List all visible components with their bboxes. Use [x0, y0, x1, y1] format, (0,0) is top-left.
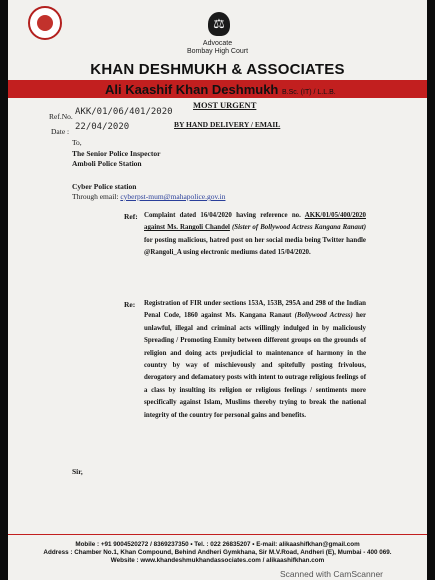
footer-address: Address : Chamber No.1, Khan Compound, Behind Andheri Gymkhana, Sir M.V.Road, Andheri (E), Mumbai - 400 069.	[43, 549, 392, 556]
court-name: Bombay High Court	[186, 48, 249, 55]
designation: Advocate	[202, 40, 233, 47]
footer-contact: Mobile : +91 9004520272 / 8369237350 • Tel. : 022 26835207 • E-mail: alikaashifkhan@gmail.com	[75, 541, 360, 548]
letter-page	[8, 0, 427, 580]
court-seal-icon	[28, 6, 62, 40]
firm-name: KHAN DESHMUKH & ASSOCIATES	[90, 61, 345, 78]
re-text-2: (Bollywood Actress)	[294, 312, 353, 320]
ref-text-1: Complaint dated 16/04/2020 having reference no.	[144, 212, 301, 219]
email-label: Through email:	[72, 192, 119, 201]
priority-label: MOST URGENT	[193, 100, 257, 110]
footer-divider	[8, 534, 427, 535]
re-block-text	[144, 298, 366, 422]
attorney-degree: B.Sc. (IT) / L.L.B.	[282, 89, 336, 96]
footer-website: Website : www.khandeshmukhandassociates.com / alikaashifkhan.com	[110, 557, 325, 564]
re-block-label: Re:	[124, 300, 136, 309]
attorney-name	[105, 82, 336, 97]
advocate-emblem-icon: ⚖	[208, 12, 230, 36]
recipient-email	[72, 192, 225, 201]
re-text-1: Registration of FIR under sections 153A, 153B, 295A and 298 of the Indian Penal Code, 1860 against Ms. Kangana Ranaut	[144, 300, 366, 320]
ref-number: AKK/01/06/401/2020	[75, 107, 173, 117]
date-label: Date :	[51, 127, 70, 136]
ref-text-2: AKK/01/05/400/2020 against Ms. Rangoli Chandel	[144, 212, 366, 232]
recipient-line-3: Cyber Police station	[72, 182, 137, 191]
ref-text-4: for posting malicious, hatred post on her social media being Twitter handle @Rangoli_A using electronic mediums dated 15/04/2020.	[144, 236, 366, 257]
ref-block-text	[144, 210, 366, 260]
ref-text-3: (Sister of Bollywood Actress Kangana Ranaut)	[232, 224, 366, 232]
ref-label: Ref.No.	[49, 112, 73, 121]
scanner-watermark: Scanned with CamScanner	[280, 569, 384, 579]
re-text-3: her unlawful, illegal and criminal acts willingly indulged in by maliciously Spreading / Promoting Enmity between different groups on the grounds of religion and doing acts prejudicial to maintenance of harmony in the country by way of mischievously and spitefully posting frivolous, derogatory and defamatory posts with intent to outrage religious feelings of a class by insulting its religion or religious feelings / sentiments more specifically against Islam, Muslims thereby trying to break the national integrity of the country for personal gains and benefits.	[144, 312, 366, 419]
email-link[interactable]: cyberpst-mum@mahapolice.gov.in	[120, 192, 226, 201]
date-value: 22/04/2020	[75, 122, 130, 132]
recipient-line-1: The Senior Police Inspector	[72, 149, 161, 158]
ref-block-label: Ref:	[124, 212, 138, 221]
recipient-line-2: Amboli Police Station	[72, 159, 142, 168]
delivery-mode: BY HAND DELIVERY / EMAIL	[174, 120, 281, 129]
attorney-name-text: Ali Kaashif Khan Deshmukh	[105, 82, 279, 97]
to-label: To,	[72, 138, 82, 147]
salutation: Sir,	[72, 467, 83, 476]
